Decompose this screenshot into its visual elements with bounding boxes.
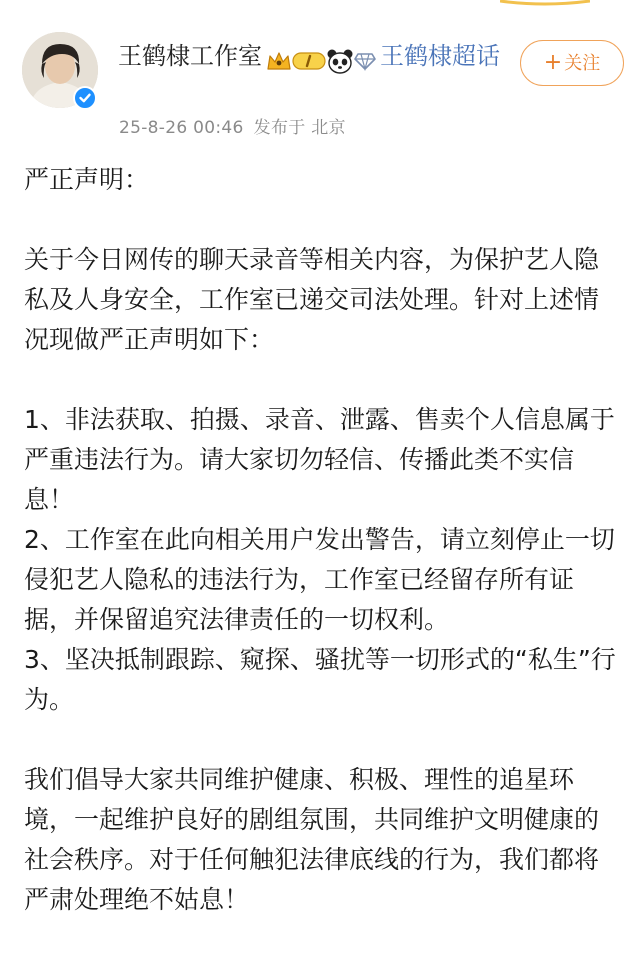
post-timestamp: 25-8-26 00:46	[119, 118, 244, 138]
post-header	[22, 30, 622, 150]
statement-intro: 关于今日网传的聊天录音等相关内容，为保护艺人隐私及人身安全，工作室已递交司法处理。针对上述情况现做严正声明如下：	[24, 245, 600, 354]
statement-point-3: 3、坚决抵制跟踪、窥探、骚扰等一切形式的“私生”行为。	[24, 645, 616, 714]
paragraph-gap	[24, 360, 620, 400]
crown-icon	[266, 49, 292, 73]
post-meta	[119, 116, 356, 140]
top-edge-decoration	[500, 0, 590, 6]
vip-level-icon	[292, 50, 326, 72]
follow-button[interactable]	[520, 40, 624, 86]
statement-point-2: 2、工作室在此向相关用户发出警告，请立刻停止一切侵犯艺人隐私的违法行为，工作室已经留存所有证据，并保留追究法律责任的一切权利。	[24, 525, 615, 634]
plus-icon: +	[543, 50, 563, 75]
badge-icons	[266, 42, 376, 78]
post-body	[24, 160, 620, 920]
super-topic-link[interactable]: 王鹤棣超话	[380, 42, 500, 70]
post-location: 发布于 北京	[253, 118, 346, 138]
diamond-icon	[354, 51, 376, 71]
panda-icon	[326, 48, 354, 74]
paragraph-gap	[24, 720, 620, 760]
statement-title: 严正声明：	[24, 165, 150, 194]
follow-label: 关注	[564, 53, 601, 74]
statement-closing: 我们倡导大家共同维护健康、积极、理性的追星环境，一起维护良好的剧组氛围，共同维护文明健康的社会秩序。对于任何触犯法律底线的行为，我们都将严肃处理绝不姑息！	[24, 765, 600, 914]
author-name[interactable]: 王鹤棣工作室	[118, 42, 262, 70]
author-line	[118, 38, 503, 78]
paragraph-gap	[24, 200, 620, 240]
verified-badge-icon	[73, 86, 97, 110]
statement-point-1: 1、非法获取、拍摄、录音、泄露、售卖个人信息属于严重违法行为。请大家切勿轻信、传播此类不实信息！	[24, 405, 615, 514]
